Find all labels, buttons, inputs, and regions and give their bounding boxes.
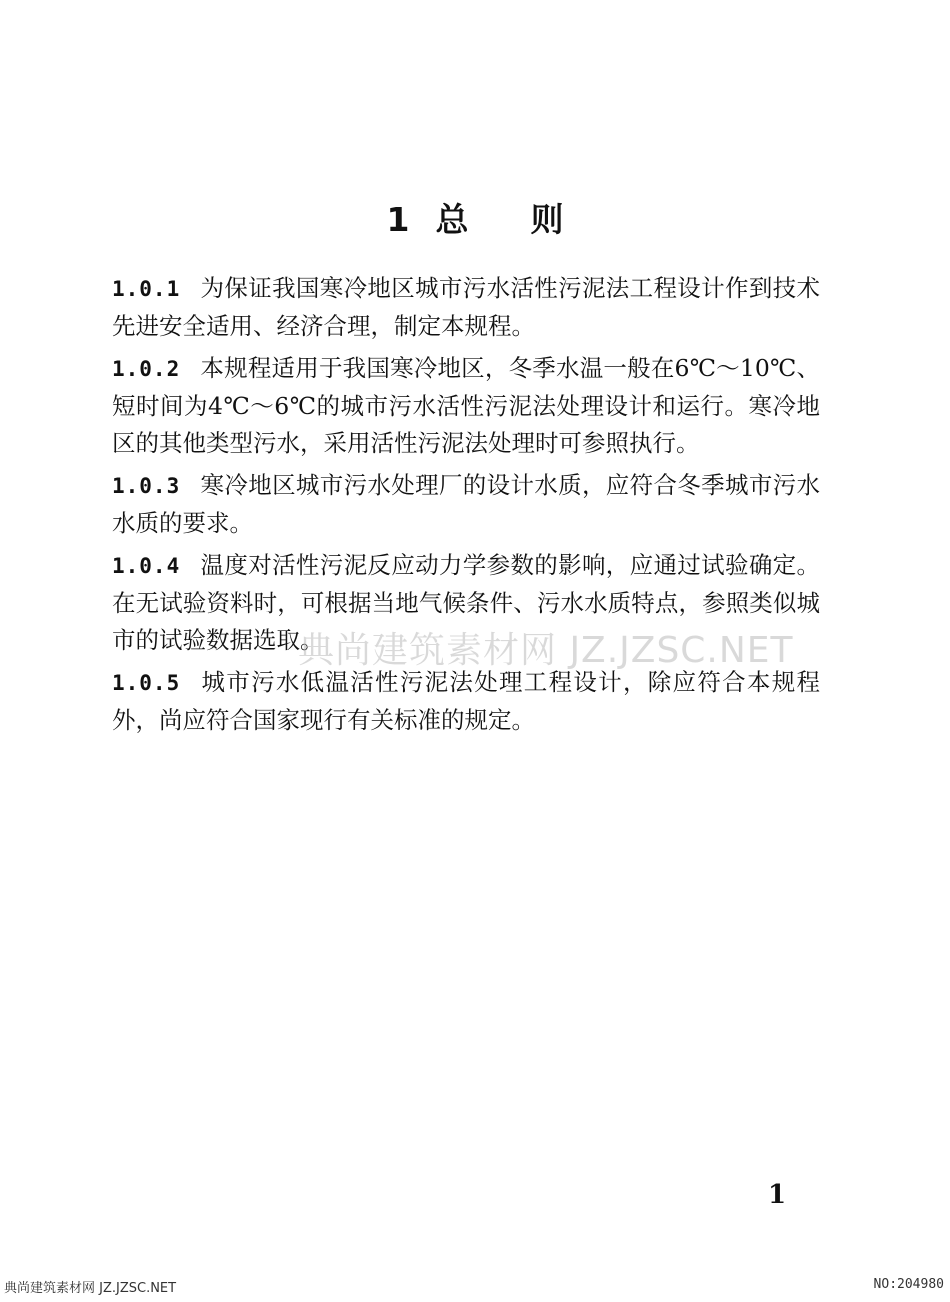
watermark: 典尚建筑素材网 JZ.JZSC.NET bbox=[298, 630, 794, 671]
clause-1-0-2 bbox=[112, 350, 820, 462]
chapter-title-char-2: 则 bbox=[530, 200, 564, 240]
clause-text: 本规程适用于我国寒冷地区，冬季水温一般在6℃～10℃、短时间为4℃～6℃的城市污水活性污泥法处理设计和运行。寒冷地区的其他类型污水，采用活性污泥法处理时可参照执行。 bbox=[112, 354, 820, 457]
clause-1-0-5 bbox=[112, 664, 820, 739]
chapter-title-char-1: 总 bbox=[435, 200, 469, 240]
clause-text: 城市污水低温活性污泥法处理工程设计，除应符合本规程外，尚应符合国家现行有关标准的规定。 bbox=[112, 668, 820, 734]
clause-number: 1.0.2 bbox=[112, 357, 181, 381]
footer-doc-number: NO:204980 bbox=[873, 1277, 944, 1292]
clause-text: 温度对活性污泥反应动力学参数的影响，应通过试验确定。在无试验资料时，可根据当地气候条件、污水水质特点，参照类似城市的试验数据选取。 bbox=[112, 551, 820, 654]
clause-number: 1.0.3 bbox=[112, 474, 181, 498]
page-number: 1 bbox=[768, 1180, 787, 1210]
clause-1-0-3 bbox=[112, 467, 820, 542]
chapter-number: 1 bbox=[386, 200, 410, 240]
clause-number: 1.0.1 bbox=[112, 277, 181, 301]
page-title bbox=[0, 194, 950, 241]
clause-1-0-1 bbox=[112, 270, 820, 345]
clause-number: 1.0.5 bbox=[112, 671, 181, 695]
clause-text: 寒冷地区城市污水处理厂的设计水质，应符合冬季城市污水水质的要求。 bbox=[112, 471, 820, 537]
clause-text: 为保证我国寒冷地区城市污水活性污泥法工程设计作到技术先进安全适用、经济合理，制定本规程。 bbox=[112, 274, 820, 340]
clause-number: 1.0.4 bbox=[112, 554, 181, 578]
footer-site-name: 典尚建筑素材网 JZ.JZSC.NET bbox=[4, 1281, 177, 1296]
